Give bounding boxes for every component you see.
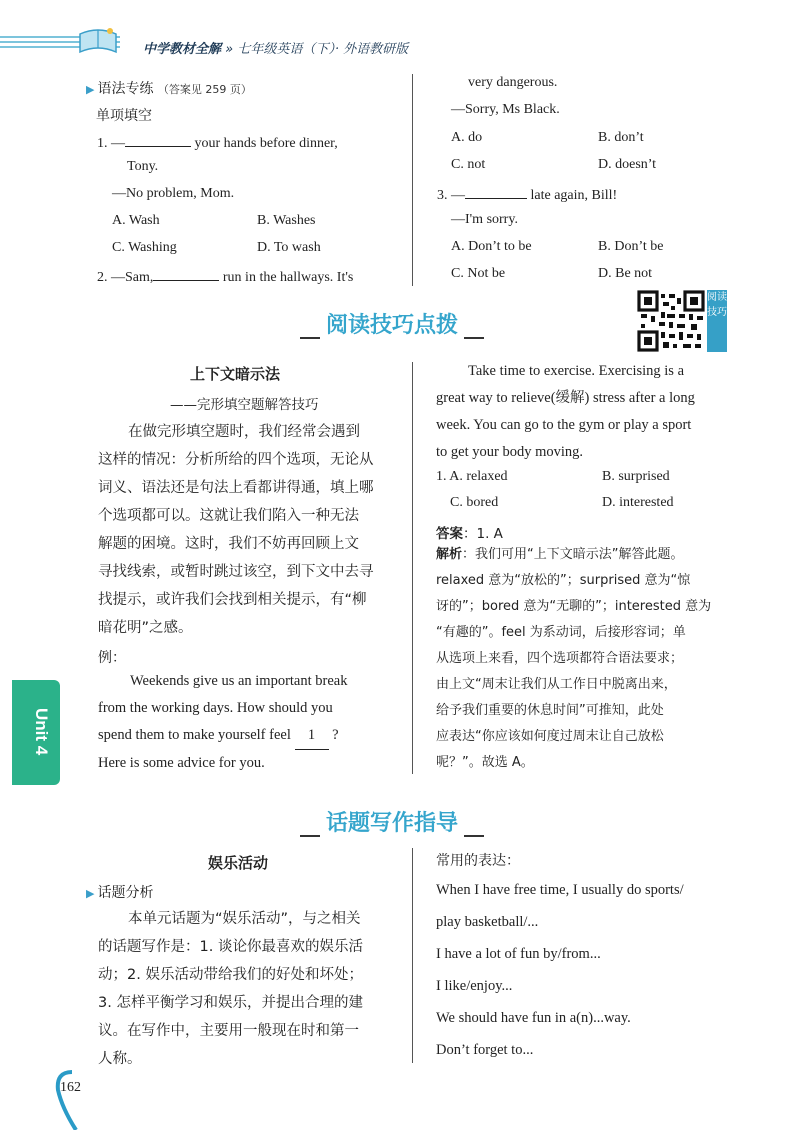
q2-option-c: C. not [451, 157, 486, 172]
q1-blank [125, 134, 191, 147]
page-corner-decoration [52, 1068, 92, 1130]
q2-reply: —Sorry, Ms Black. [451, 102, 560, 117]
topic-analysis-text: 本单元话题为“娱乐活动”，与之相关 的话题写作是：1. 谈论你最喜欢的娱乐活 动；2. 娱乐活动带给我们的好处和坏处； 3. 怎样平衡学习和娱乐，并提出合理的建 议。在写作中，主要用一般现在时和第一 人称。 [98, 911, 363, 1067]
q2-blank [153, 268, 219, 281]
q3-option-b: B. Don’t be [598, 239, 664, 254]
option-c: C. bored [450, 495, 499, 510]
grammar-section-title: ▶ 语法专练 （答案见 259 页） [86, 81, 252, 97]
q2-stem-cont: very dangerous. [468, 75, 558, 90]
writing-banner: 话题写作指导 [294, 806, 490, 837]
qr-code-icon[interactable] [637, 290, 705, 352]
q2-option-b: B. don’t [598, 130, 644, 145]
example-passage-left: Weekends give us an important break from the working days. How should you spend them to make yourself feel 1 ? Here is some advice for you. [98, 673, 348, 771]
triangle-bullet-icon: ▶ [86, 887, 95, 900]
q3-option-a: A. Don’t to be [451, 239, 532, 254]
cloze-blank-1: 1 [295, 722, 329, 750]
q3-option-d: D. Be not [598, 266, 653, 281]
q1-option-a: A. Wash [112, 213, 160, 228]
q1-stem: 1. — your hands before dinner, [97, 136, 338, 151]
writing-title: 娱乐活动 [208, 854, 269, 872]
column-divider [412, 362, 413, 774]
q3-option-c: C. Not be [451, 266, 506, 281]
q2-option-d: D. doesn’t [598, 157, 657, 172]
option-a: 1. A. relaxed [436, 469, 508, 484]
book-title: 中学教材全解 [143, 42, 222, 57]
column-divider [412, 848, 413, 1063]
option-d: D. interested [602, 495, 674, 510]
q2-stem: 2. —Sam, run in the hallways. It's [97, 270, 354, 285]
q1-option-d: D. To wash [257, 240, 321, 255]
q1-option-c: C. Washing [112, 240, 177, 255]
analysis-text: 解析：我们可用“上下文暗示法”解答此题。 relaxed 意为“放松的”；surprised 意为“惊 讶的”；bored 意为“无聊的”；interested 意为 “有趣的”。feel 为系动词，后接形容词；单 从选项上来看，四个选项都符合语法要求； 由上文“周末让我们从工作日中脱离出来， 给予我们重要的休息时间”可推知，此处 应表达“你应该如何度过周末让自己放松 呢？”。故选 A。 [436, 547, 712, 770]
triangle-bullet-icon: ▶ [86, 83, 95, 96]
q1-reply: —No problem, Mom. [112, 186, 235, 201]
book-subtitle: 七年级英语（下）· 外语教研版 [237, 42, 409, 57]
column-divider [412, 74, 413, 286]
q1-stem-cont: Tony. [127, 159, 159, 174]
answer-line: 答案：1. A [436, 526, 503, 542]
single-choice-heading: 单项填空 [96, 108, 152, 124]
reading-title: 上下文暗示法 [190, 365, 281, 383]
header-arrow: » [225, 42, 234, 57]
page-number: 162 [60, 1080, 81, 1095]
q1-option-b: B. Washes [257, 213, 316, 228]
q3-stem: 3. — late again, Bill! [437, 188, 618, 203]
reading-subtitle: ——完形填空题解答技巧 [170, 397, 319, 413]
qr-label: 阅读技巧 [707, 290, 727, 352]
option-b: B. surprised [602, 469, 670, 484]
answer-note: （答案见 259 页） [157, 83, 252, 96]
q3-reply: —I'm sorry. [451, 212, 518, 227]
q3-blank [465, 186, 527, 199]
unit-side-tab: Unit 4 [12, 680, 60, 785]
reading-intro: 在做完形填空题时，我们经常会遇到 这样的情况：分析所给的四个选项，无论从 词义、语法还是句法上看都讲得通，填上哪 个选项都可以。这就让我们陷入一种无法 解题的困境。这时，我们不妨再回顾上文 寻找线索，或暂时跳过该空，到下文中去寻 找提示，或许我们会找到相关提示，有“柳 暗花明”之感。 [98, 424, 374, 636]
example-label: 例： [98, 650, 126, 666]
running-header [143, 38, 408, 57]
expressions-list: When I have free time, I usually do sports/ play basketball/... I have a lot of fun by/from... I like/enjoy... We should have fun in a(n)...way. Don’t forget to... [436, 882, 684, 1058]
book-logo-icon [78, 26, 118, 56]
q2-option-a: A. do [451, 130, 483, 145]
example-passage-right: Take time to exercise. Exercising is a great way to relieve(缓解) stress after a long week. You can go to the gym or play a sport to get your body moving. [436, 363, 695, 460]
reading-banner: 阅读技巧点拨 [294, 308, 490, 339]
topic-analysis-heading: ▶ 话题分析 [86, 885, 154, 901]
expressions-label: 常用的表达： [436, 853, 520, 869]
